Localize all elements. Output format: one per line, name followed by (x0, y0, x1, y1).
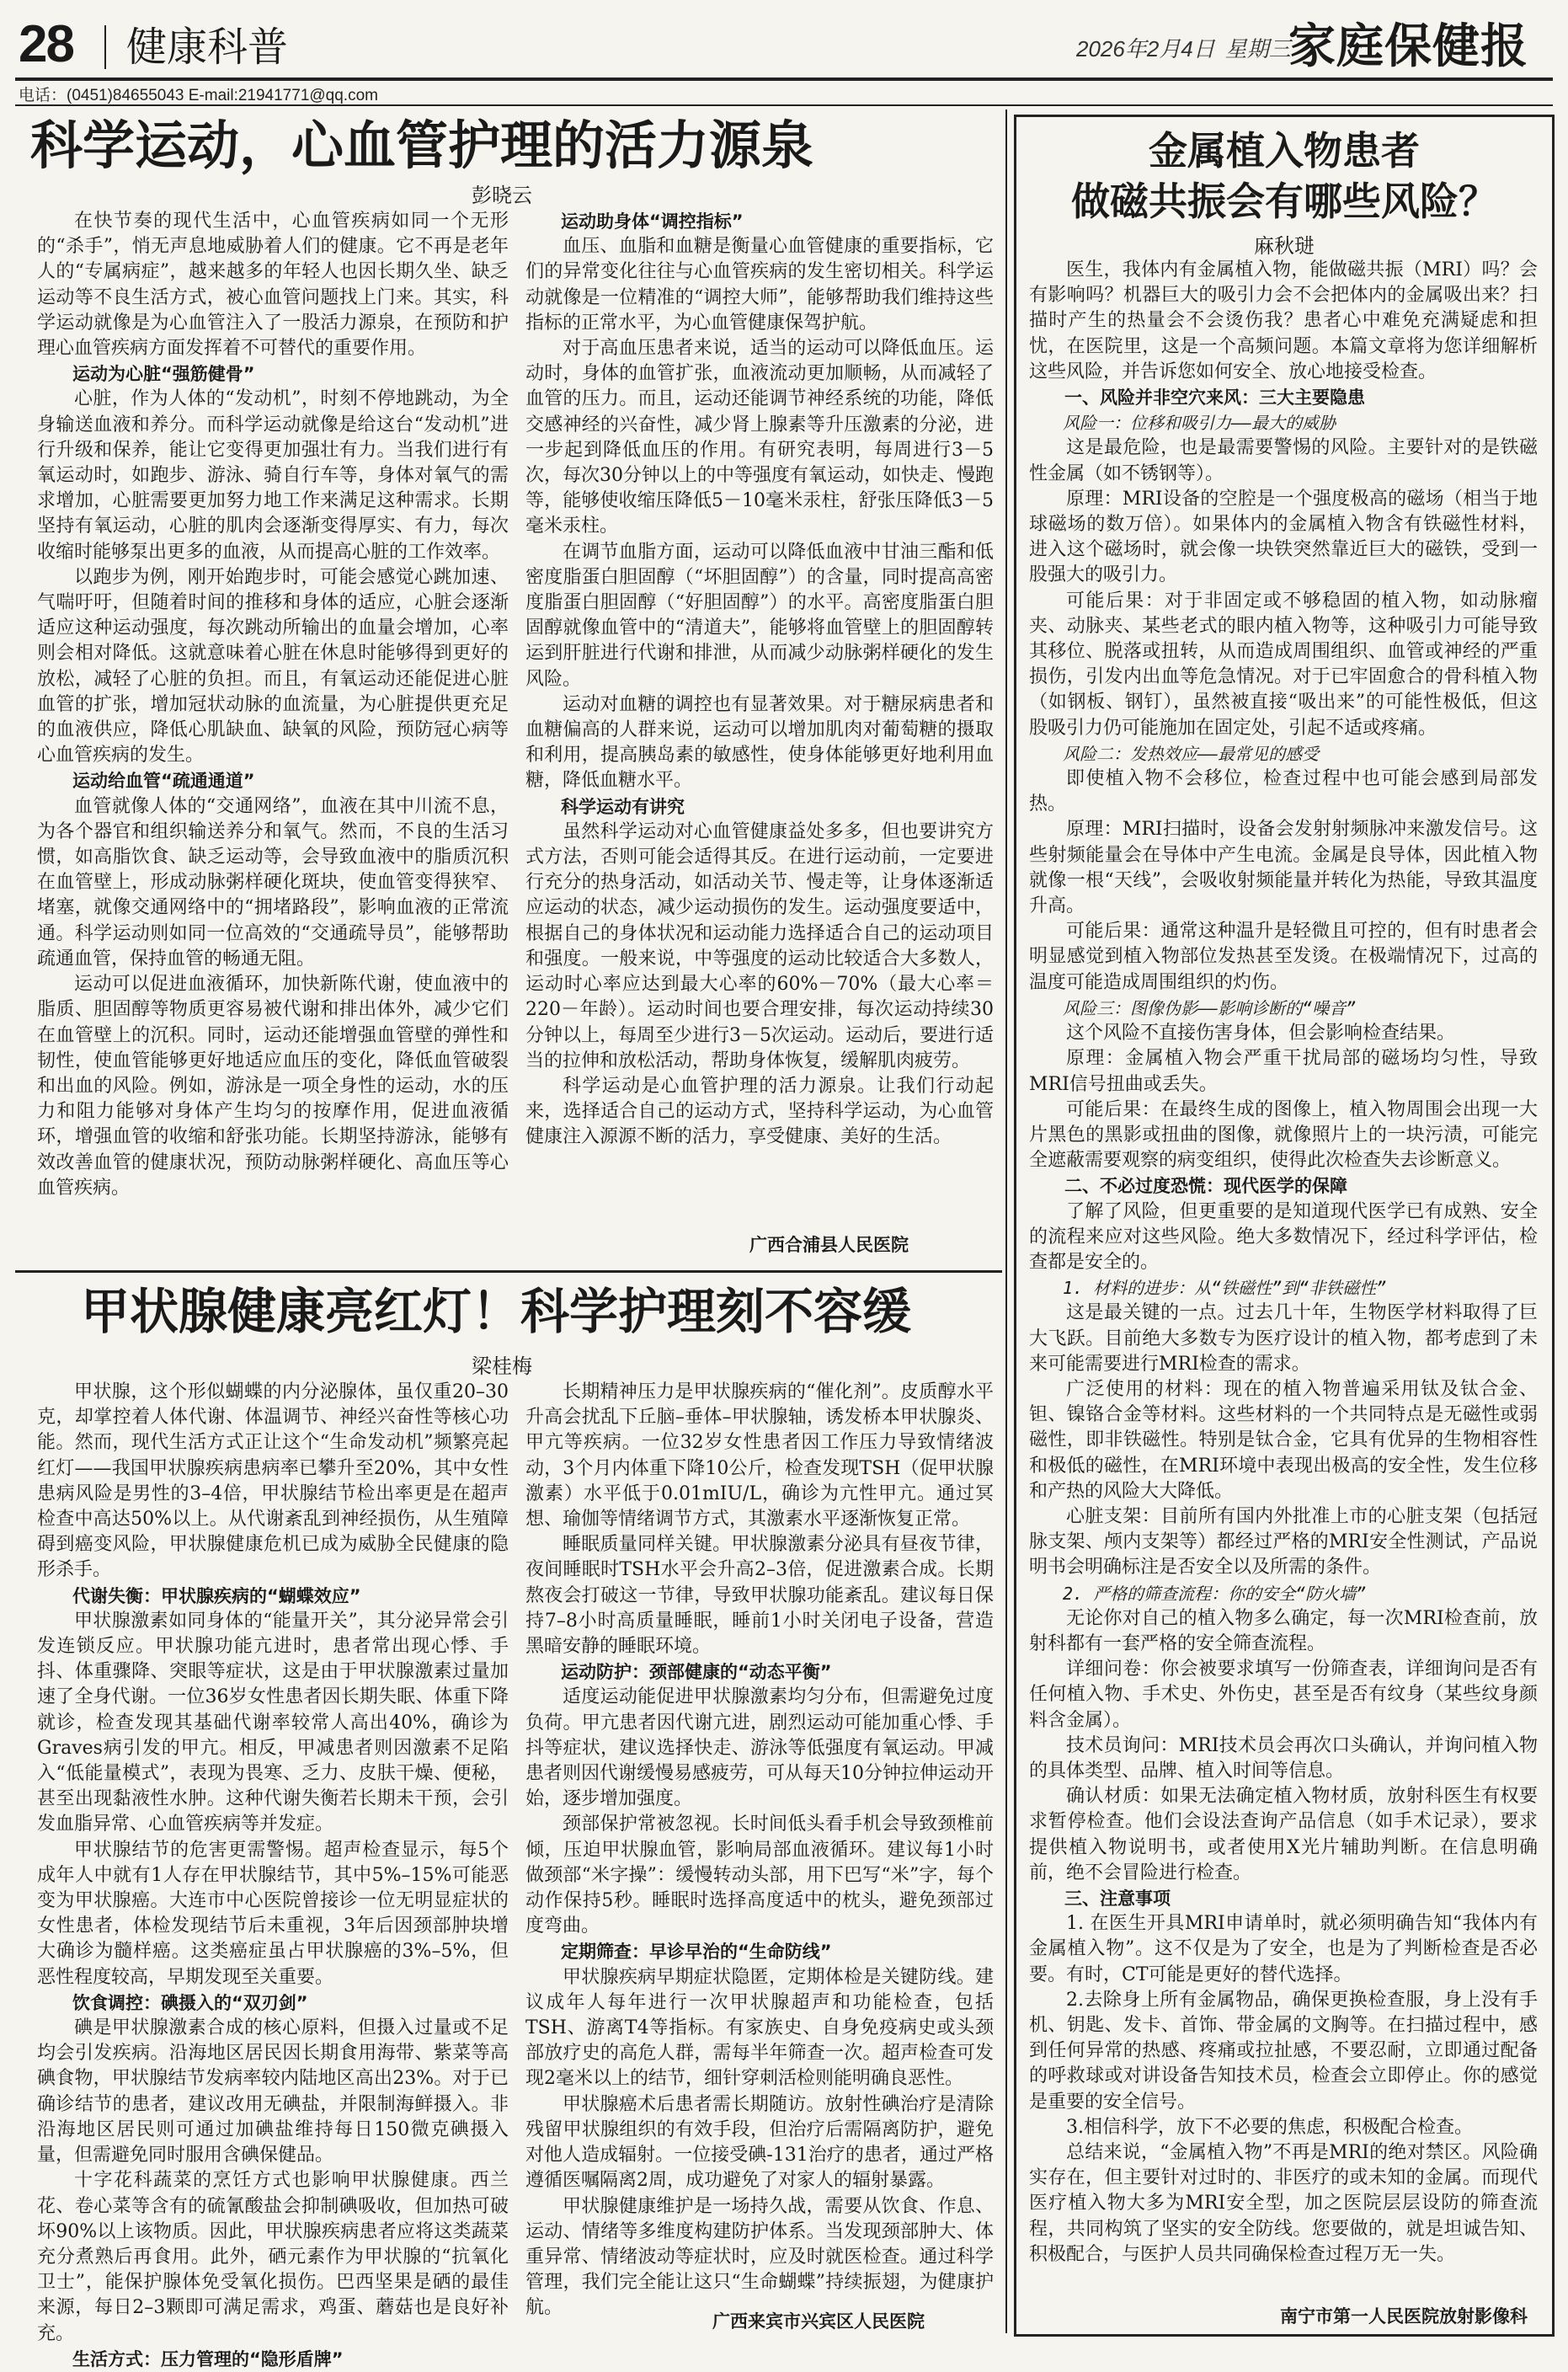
risk-subheading: 2. 严格的筛查流程：你的安全“防火墙” (1063, 1583, 1367, 1604)
article1-author: 彭晓云 (472, 184, 532, 207)
article3-title-line1: 金属植入物患者 (1149, 128, 1420, 174)
subheading: 运动助身体“调控指标” (561, 211, 744, 232)
section-title: 健康科普 (126, 24, 289, 71)
contact-line: 电话：(0451)84655043 E-mail:21941771@qq.com (19, 87, 378, 104)
subheading: 定期筛查：早诊早治的“生命防线” (561, 1942, 832, 1963)
article1-hospital: 广西合浦县人民医院 (749, 1235, 909, 1255)
subheading: 科学运动有讲究 (561, 796, 685, 817)
paragraph: 血压、血脂和血糖是衡量心血管健康的重要指标，它们的异常变化往往与心血管疾病的发生密切相关。科学运动就像是一位精准的“调控大师”，能够帮助我们维持这些指标的正常水平，为心血管健康保驾护航。 (525, 236, 994, 334)
subheading: 生活方式：压力管理的“隐形盾牌” (72, 2348, 344, 2369)
article3-body (1029, 258, 1538, 2296)
article3-hospital: 南宁市第一人民医院放射影像科 (1280, 2306, 1528, 2327)
paragraph: 甲状腺激素如同身体的“能量开关”，其分泌异常会引发连锁反应。甲状腺功能亢进时，患者常出现心悸、手抖、体重骤降、突眼等症状，这是由于甲状腺激素过量加速了全身代谢。一位36岁女性患者因长期失眠、体重下降就诊，检查发现其基础代谢率较常人高出40%，确诊为Graves病引发的甲亢。相反，甲减患者则因激素不足陷入“低能量模式”，表现为畏寒、乏力、皮肤干燥、便秘，甚至出现黏液性水肿。这种代谢失衡若长期未干预，会引发血脂异常、心血管疾病等并发症。 (37, 1610, 509, 1835)
risk-subheading: 风险三：图像伪影——影响诊断的“噪音” (1063, 997, 1357, 1018)
paragraph: 长期精神压力是甲状腺疾病的“催化剂”。皮质醇水平升高会扰乱下丘脑–垂体–甲状腺轴，诱发桥本甲状腺炎、甲亢等疾病。一位32岁女性患者因工作压力导致情绪波动，3个月内体重下降10公斤，检查发现TSH（促甲状腺激素）水平低于0.01mIU/L，确诊为亢性甲亢。通过冥想、瑜伽等情绪调节方式，其激素水平逐渐恢复正常。 (525, 1381, 994, 1531)
paragraph: 碘是甲状腺激素合成的核心原料，但摄入过量或不足均会引发疾病。沿海地区居民因长期食用海带、紫菜等高碘食物，甲状腺结节发病率较内陆地区高出23%。对于已确诊结节的患者，建议改用无碘盐，并限制海鲜摄入。非沿海地区居民则可通过加碘盐维持每日150微克碘摄入量，但需避免同时服用含碘保健品。 (37, 2017, 509, 2166)
article1-title: 科学运动，心血管护理的活力源泉 (30, 115, 814, 176)
paragraph: 原理：MRI扫描时，设备会发射射频脉冲来激发信号。这些射频能量会在导体中产生电流。金属是良导体，因此植入物就像一根“天线”，会吸收射频能量并转化为热能，导致其温度升高。 (1029, 819, 1538, 917)
paragraph: 甲状腺结节的危害更需警惕。超声检查显示，每5个成年人中就有1人存在甲状腺结节，其中5%–15%可能恶变为甲状腺癌。大连市中心医院曾接诊一位无明显症状的女性患者，体检发现结节后未重视，3年后因颈部肿块增大确诊为髓样癌。这类癌症虽占甲状腺癌的3%–5%，但恶性程度较高，早期发现至关重要。 (37, 1839, 509, 1988)
risk-subheading: 风险一：位移和吸引力——最大的威胁 (1063, 413, 1336, 434)
subheading: 饮食调控：碘摄入的“双刃剑” (72, 1992, 308, 2013)
paragraph: 甲状腺健康维护是一场持久战，需要从饮食、作息、运动、情绪等多维度构建防护体系。当发现颈部肿大、体重异常、情绪波动等症状时，应及时就医检查。通过科学管理，我们完全能让这只“生命蝴蝶”持续振翅，为健康护航。 (525, 2195, 994, 2319)
paragraph: 对于高血压患者来说，适当的运动可以降低血压。运动时，身体的血管扩张，血液流动更加顺畅，从而减轻了血管的压力。而且，运动还能调节神经系统的功能，降低交感神经的兴奋性，减少肾上腺素等升压激素的分泌，进一步起到降低血压的作用。有研究表明，每周进行3－5次，每次30分钟以上的中等强度有氧运动，如快走、慢跑等，能够使收缩压降低5－10毫米汞柱，舒张压降低3－5毫米汞柱。 (525, 338, 994, 537)
paragraph: 甲状腺，这个形似蝴蝶的内分泌腺体，虽仅重20–30克，却掌控着人体代谢、体温调节、神经兴奋性等核心功能。然而，现代生活方式正让这个“生命发动机”频繁亮起红灯——我国甲状腺疾病患病率已攀升至20%，其中女性患病风险是男性的3–4倍，甲状腺结节检出率更是在超声检查中高达50%以上。从代谢紊乱到神经损伤，从生殖障碍到癌变风险，甲状腺健康危机已成为威胁全民健康的隐形杀手。 (37, 1381, 509, 1581)
paragraph: 虽然科学运动对心血管健康益处多多，但也要讲究方式方法，否则可能会适得其反。在进行运动前，一定要进行充分的热身活动，如活动关节、慢走等，让身体逐渐适应运动的状态，减少运动损伤的发生。运动强度要适中，根据自己的身体状况和运动能力选择适合自己的运动项目和强度。一般来说，中等强度的运动比较适合大多数人，运动时心率应达到最大心率的60%－70%（最大心率＝220－年龄）。运动时间也要合理安排，每次运动持续30分钟以上，每周至少进行3－5次运动。运动后，要进行适当的拉伸和放松活动，帮助身体恢复，缓解肌肉疲劳。 (525, 820, 994, 1071)
article3-title-line2: 做磁共振会有哪些风险？ (1071, 179, 1497, 224)
page-number: 28 (19, 15, 73, 73)
paragraph: 十字花科蔬菜的烹饪方式也影响甲状腺健康。西兰花、卷心菜等含有的硫氰酸盐会抑制碘吸收，但加热可破坏90%以上该物质。因此，甲状腺疾病患者应将这类蔬菜充分煮熟后再食用。此外，硒元素作为甲状腺的“抗氧化卫士”，能保护腺体免受氧化损伤。巴西坚果是硒的最佳来源，每日2–3颗即可满足需求，鸡蛋、蘑菇也是良好补充。 (37, 2170, 509, 2344)
date-text: 2026年2月4日 (1076, 36, 1215, 61)
weekday-text: 星期三 (1224, 36, 1291, 61)
paragraph: 这个风险不直接伤害身体，但会影响检查结果。 (1066, 1023, 1456, 1044)
paragraph: 心脏，作为人体的“发动机”，时刻不停地跳动，为全身输送血液和养分。而科学运动就像是给这台“发动机”进行升级和保养，能让它变得更加强壮有力。当我们进行有氧运动时，如跑步、游泳、骑自行车等，身体对氧气的需求增加，心脏需要更加努力地工作来满足这种需求。长期坚持有氧运动，心脏的肌肉会逐渐变得厚实、有力，每次收缩时能够泵出更多的血液，从而提高心脏的工作效率。 (37, 388, 509, 563)
paragraph: 在快节奏的现代生活中，心血管疾病如同一个无形的“杀手”，悄无声息地威胁着人们的健康。它不再是老年人的“专属病症”，越来越多的年轻人也因长期久坐、缺乏运动等不良生活方式，被心血管问题找上门来。其实，科学运动就像是为心血管注入了一股活力源泉，在预防和护理心血管疾病方面发挥着不可替代的重要作用。 (37, 211, 509, 360)
subheading: 代谢失衡：甲状腺疾病的“蝴蝶效应” (72, 1585, 361, 1606)
article2-title: 甲状腺健康亮红灯！科学护理刻不容缓 (81, 1283, 912, 1340)
paragraph: 详细问卷：你会被要求填写一份筛查表，详细询问是否有任何植入物、手术史、外伤史，甚至是否有纹身（某些纹身颜料含金属）。 (1029, 1659, 1538, 1731)
paragraph: 无论你对自己的植入物多么确定，每一次MRI检查前，放射科都有一套严格的安全筛查流程。 (1029, 1607, 1538, 1654)
subheading: 三、注意事项 (1064, 1889, 1171, 1909)
masthead-divider (104, 25, 106, 69)
paragraph: 甲状腺疾病早期症状隐匿，定期体检是关键防线。建议成年人每年进行一次甲状腺超声和功能检查，包括TSH、游离T4等指标。有家族史、自身免疫病史或头颈部放疗史的高危人群，需每半年筛查一次。超声检查可发现2毫米以上的结节，细针穿刺活检则能明确良恶性。 (525, 1966, 994, 2090)
paragraph: 适度运动能促进甲状腺激素均匀分布，但需避免过度负荷。甲亢患者因代谢亢进，剧烈运动可能加重心悸、手抖等症状，建议选择快走、游泳等低强度有氧运动。甲减患者则因代谢缓慢易感疲劳，可从每天10分钟拉伸运动开始，逐步增加强度。 (525, 1686, 994, 1810)
paragraph: 原理：MRI设备的空腔是一个强度极高的磁场（相当于地球磁场的数万倍）。如果体内的金属植入物含有铁磁性材料，进入这个磁场时，就会像一块铁突然靠近巨大的磁铁，受到一股强大的吸引力。 (1029, 488, 1538, 586)
paragraph: 甲状腺癌术后患者需长期随访。放射性碘治疗是清除残留甲状腺组织的有效手段，但治疗后需隔离防护，避免对他人造成辐射。一位接受碘-131治疗的患者，通过严格遵循医嘱隔离2周，成功避免了对家人的辐射暴露。 (525, 2093, 994, 2192)
paragraph: 确认材质：如果无法确定植入物材质，放射科医生有权要求暂停检查。他们会设法查询产品信息（如手术记录），要求提供植入物说明书，或者使用X光片辅助判断。在信息明确前，绝不会冒险进行检查。 (1029, 1786, 1538, 1883)
contact-rule (15, 104, 1553, 106)
paragraph: 1. 在医生开具MRI申请单时，就必须明确告知“我体内有金属植入物”。这不仅是为了安全，也是为了判断检查是否必要。有时，CT可能是更好的替代选择。 (1029, 1913, 1538, 1985)
article2-column-1 (37, 1380, 509, 2369)
paragraph: 可能后果：在最终生成的图像上，植入物周围会出现一大片黑色的黑影或扭曲的图像，就像照片上的一块污渍，可能完全遮蔽需要观察的病变组织，使得此次检查失去诊断意义。 (1029, 1098, 1538, 1172)
article-divider (15, 1270, 1002, 1273)
risk-subheading: 风险二：发热效应——最常见的感受 (1063, 743, 1320, 764)
paragraph: 原理：金属植入物会严重干扰局部的磁场均匀性，导致MRI信号扭曲或丢失。 (1029, 1048, 1538, 1095)
paragraph: 这是最危险，也是最需要警惕的风险。主要针对的是铁磁性金属（如不锈钢等）。 (1029, 437, 1538, 484)
paragraph: 以跑步为例，刚开始跑步时，可能会感觉心跳加速、气喘吁吁，但随着时间的推移和身体的适应，心脏会逐渐适应这种运动强度，每次跳动所输出的血量会增加，心率则会相对降低。这就意味着心脏在休息时能够得到更好的放松，减轻了心脏的负担。而且，有氧运动还能促进心脏血管的扩张，增加冠状动脉的血流量，为心脏提供更充足的血液供应，降低心肌缺血、缺氧的风险，预防冠心病等心血管疾病的发生。 (37, 566, 509, 767)
paragraph: 了解了风险，但更重要的是知道现代医学已有成熟、安全的流程来应对这些风险。绝大多数情况下，经过科学评估，检查都是安全的。 (1029, 1200, 1538, 1273)
newspaper-name: 家庭保健报 (1288, 19, 1528, 74)
paragraph: 颈部保护常被忽视。长时间低头看手机会导致颈椎前倾，压迫甲状腺血管，影响局部血液循环。建议每1小时做颈部“米字操”：缓慢转动头部，用下巴写“米”字，每个动作保持5秒。睡眠时选择高度适中的枕头，避免颈部过度弯曲。 (525, 1814, 994, 1937)
risk-subheading: 1. 材料的进步：从“铁磁性”到“非铁磁性” (1063, 1278, 1387, 1299)
paragraph: 可能后果：通常这种温升是轻微且可控的，但有时患者会明显感觉到植入物部位发热甚至发烫。在极端情况下，过高的温度可能造成周围组织的灼伤。 (1029, 921, 1538, 993)
paragraph: 即使植入物不会移位，检查过程中也可能会感到局部发热。 (1029, 768, 1538, 815)
subheading: 运动给血管“疏通通道” (72, 771, 255, 792)
subheading: 二、不必过度恐慌：现代医学的保障 (1064, 1176, 1347, 1197)
issue-date (1076, 32, 1291, 63)
paragraph: 运动对血糖的调控也有显著效果。对于糖尿病患者和血糖偏高的人群来说，运动可以增加肌肉对葡萄糖的摄取和利用，提高胰岛素的敏感性，使身体能够更好地利用血糖，降低血糖水平。 (525, 693, 994, 792)
paragraph: 技术员询问：MRI技术员会再次口头确认，并询问植入物的具体类型、品牌、植入时间等信息。 (1029, 1734, 1538, 1782)
article2-hospital: 广西来宾市兴宾区人民医院 (712, 2311, 925, 2332)
paragraph: 心脏支架：目前所有国内外批准上市的心脏支架（包括冠脉支架、颅内支架等）都经过严格的MRI安全性测试，产品说明书会明确标注是否安全以及所需的条件。 (1029, 1505, 1538, 1579)
subheading: 一、风险并非空穴来风：三大主要隐患 (1064, 387, 1365, 409)
page-column-divider (1005, 110, 1007, 2333)
subheading: 运动为心脏“强筋健骨” (72, 364, 255, 385)
paragraph: 可能后果：对于非固定或不够稳固的植入物，如动脉瘤夹、动脉夹、某些老式的眼内植入物等，这种吸引力可能导致其移位、脱落或扭转，从而造成周围组织、血管或神经的严重损伤，引发内出血等危急情况。对于已牢固愈合的骨科植入物（如钢板、钢钉），虽然被直接“吸出来”的可能性极低，但这股吸引力仍可能施加在固定处，引起不适或疼痛。 (1029, 590, 1538, 739)
article3-author: 麻秋琎 (1254, 234, 1315, 258)
paragraph: 血管就像人体的“交通网络”，血液在其中川流不息，为各个器官和组织输送养分和氧气。然而，不良的生活习惯，如高脂饮食、缺乏运动等，会导致血液中的脂质沉积在血管壁上，形成动脉粥样硬化斑块，使血管变得狭窄、堵塞，就像交通网络中的“拥堵路段”，影响血液的正常流通。科学运动则如同一位高效的“交通疏导员”，能够帮助疏通血管，保持血管的畅通无阻。 (37, 795, 509, 970)
masthead-rule (15, 77, 1553, 81)
paragraph: 3.相信科学，放下不必要的焦虑，积极配合检查。 (1066, 2116, 1473, 2138)
paragraph: 这是最关键的一点。过去几十年，生物医学材料取得了巨大飞跃。目前绝大多数专为医疗设计的植入物，都考虑到了未来可能需要进行MRI检查的需求。 (1029, 1302, 1538, 1375)
paragraph: 科学运动是心血管护理的活力源泉。让我们行动起来，选择适合自己的运动方式，坚持科学运动，为心血管健康注入源源不断的活力，享受健康、美好的生活。 (525, 1075, 994, 1148)
paragraph: 在调节血脂方面，运动可以降低血液中甘油三酯和低密度脂蛋白胆固醇（“坏胆固醇”）的含量，同时提高高密度脂蛋白胆固醇（“好胆固醇”）的水平。高密度脂蛋白胆固醇就像血管中的“清道夫”，能够将血管壁上的胆固醇转运到肝脏进行代谢和排泄，从而减少动脉粥样硬化的发生风险。 (525, 541, 994, 690)
subheading: 运动防护：颈部健康的“动态平衡” (561, 1662, 832, 1683)
paragraph: 2.去除身上所有金属物品，确保更换检查服，身上没有手机、钥匙、发卡、首饰、带金属的文胸等。在扫描过程中，感到任何异常的热感、疼痛或拉扯感，不要忍耐，立即通过配备的呼救球或对讲设备告知技术员，检查会立即停止。你的感觉是重要的安全信号。 (1029, 1989, 1538, 2113)
article2-author: 梁桂梅 (472, 1354, 532, 1378)
paragraph: 医生，我体内有金属植入物，能做磁共振（MRI）吗？会有影响吗？机器巨大的吸引力会不会把体内的金属吸出来？扫描时产生的热量会不会烫伤我？患者心中难免充满疑虑和担忧，在医院里，这是一个高频问题。本篇文章将为您详细解析这些风险，并告诉您如何安全、放心地接受检查。 (1029, 259, 1538, 382)
paragraph: 运动可以促进血液循环，加快新陈代谢，使血液中的脂质、胆固醇等物质更容易被代谢和排出体外，减少它们在血管壁上的沉积。同时，运动还能增强血管壁的弹性和韧性，使血管能够更好地适应血压的变化，降低血管破裂和出血的风险。例如，游泳是一项全身性的运动，水的压力和阻力能够对身体产生均匀的按摩作用，促进血液循环，增强血管的收缩和舒张功能。长期坚持游泳，能够有效改善血管的健康状况，预防动脉粥样硬化、高血压等心血管疾病。 (37, 974, 509, 1199)
paragraph: 广泛使用的材料：现在的植入物普遍采用钛及钛合金、钽、镍铬合金等材料。这些材料的一个共同特点是无磁性或弱磁性，即非铁磁性。特别是钛合金，它具有优异的生物相容性和极低的磁性，在MRI环境中表现出极高的安全性，发生位移和产热的风险大大降低。 (1029, 1378, 1538, 1502)
article2-column-2 (525, 1380, 994, 2319)
article1-column-2 (525, 209, 994, 1220)
paragraph: 总结来说，“金属植入物”不再是MRI的绝对禁区。风险确实存在，但主要针对过时的、非医疗的或未知的金属。而现代医疗植入物大多为MRI安全型，加之医院层层设防的筛查流程，共同构筑了坚实的安全防线。您要做的，就是坦诚告知、积极配合，与医护人员共同确保检查过程万无一失。 (1029, 2142, 1538, 2265)
article1-column-1 (37, 209, 509, 1260)
paragraph: 睡眠质量同样关键。甲状腺激素分泌具有昼夜节律，夜间睡眠时TSH水平会升高2–3倍，促进激素合成。长期熬夜会打破这一节律，导致甲状腺功能紊乱。建议每日保持7–8小时高质量睡眠，睡前1小时关闭电子设备，营造黑暗安静的睡眠环境。 (525, 1534, 994, 1658)
